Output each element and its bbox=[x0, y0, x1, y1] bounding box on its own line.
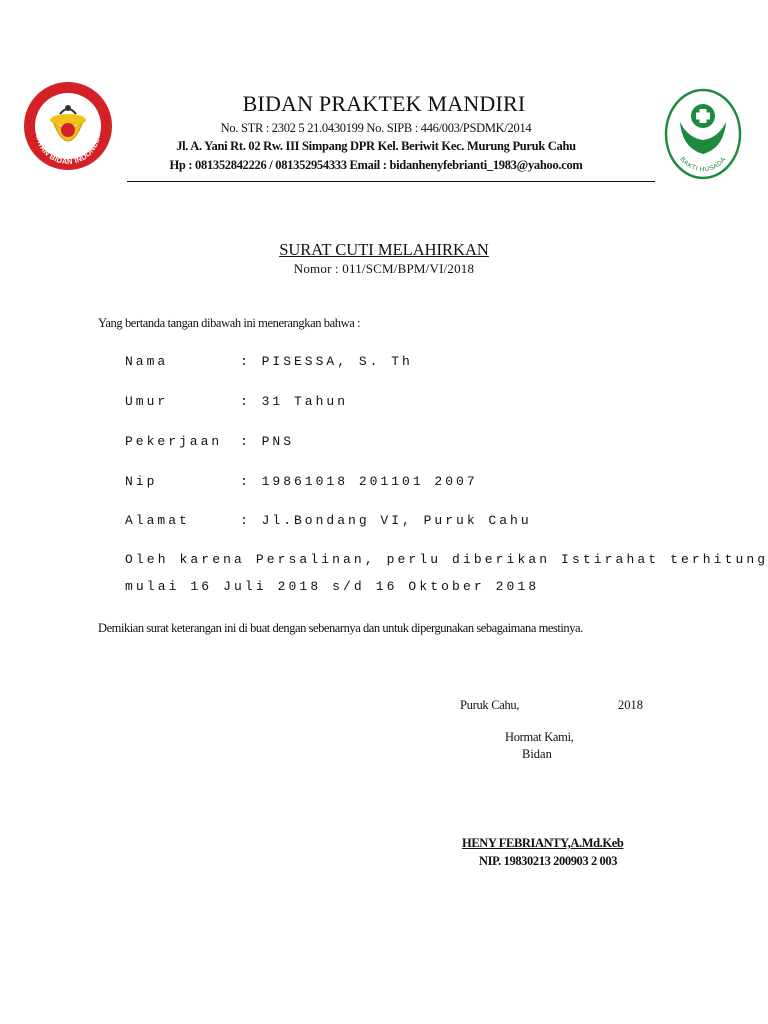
logo-right-text: BAKTI HUSADA bbox=[678, 155, 728, 174]
field-value-umur: : 31 Tahun bbox=[240, 394, 349, 409]
field-value-pekerjaan: : PNS bbox=[240, 434, 295, 449]
closing-text: Demikian surat keterangan ini di buat dengan sebenarnya dan untuk dipergunakan sebagaimana mestinya. bbox=[98, 621, 583, 635]
signature-role: Bidan bbox=[522, 747, 552, 761]
field-label-nama: Nama bbox=[125, 354, 169, 369]
signature-year: 2018 bbox=[618, 698, 643, 712]
registration-line: No. STR : 2302 5 21.0430199 No. SIPB : 446/003/PSDMK/2014 bbox=[220, 121, 532, 135]
signer-name: HENY FEBRIANTY,A.Md.Keb bbox=[462, 836, 624, 850]
field-label-pekerjaan: Pekerjaan bbox=[125, 434, 223, 449]
letterhead-divider bbox=[127, 181, 655, 182]
document-number: Nomor : 011/SCM/BPM/VI/2018 bbox=[293, 261, 475, 276]
contact-line: Hp : 081352842226 / 081352954333 Email : bidanhenyfebrianti_1983@yahoo.com bbox=[169, 158, 583, 172]
clinic-name: BIDAN PRAKTEK MANDIRI bbox=[242, 91, 526, 116]
signature-place: Puruk Cahu, bbox=[460, 698, 520, 712]
logo-left-text: KATAN BIDAN INDONESIA bbox=[33, 130, 103, 167]
signer-nip: NIP. 19830213 200903 2 003 bbox=[479, 854, 618, 868]
leave-statement-line-2: mulai 16 Juli 2018 s/d 16 Oktober 2018 bbox=[125, 579, 540, 594]
field-value-nip: : 19861018 201101 2007 bbox=[240, 474, 478, 489]
field-value-nama: : PISESSA, S. Th bbox=[240, 354, 413, 369]
field-label-alamat: Alamat bbox=[125, 513, 190, 528]
field-label-umur: Umur bbox=[125, 394, 169, 409]
address-line: Jl. A. Yani Rt. 02 Rw. III Simpang DPR Kel. Beriwit Kec. Murung Puruk Cahu bbox=[176, 139, 576, 153]
document-title: SURAT CUTI MELAHIRKAN bbox=[279, 240, 489, 259]
intro-text: Yang bertanda tangan dibawah ini menerangkan bahwa : bbox=[98, 316, 361, 330]
field-value-alamat: : Jl.Bondang VI, Puruk Cahu bbox=[240, 513, 532, 528]
field-label-nip: Nip bbox=[125, 474, 158, 489]
leave-statement-line-1: Oleh karena Persalinan, perlu diberikan Istirahat terhitung bbox=[125, 552, 768, 567]
signature-regards: Hormat Kami, bbox=[505, 730, 574, 744]
